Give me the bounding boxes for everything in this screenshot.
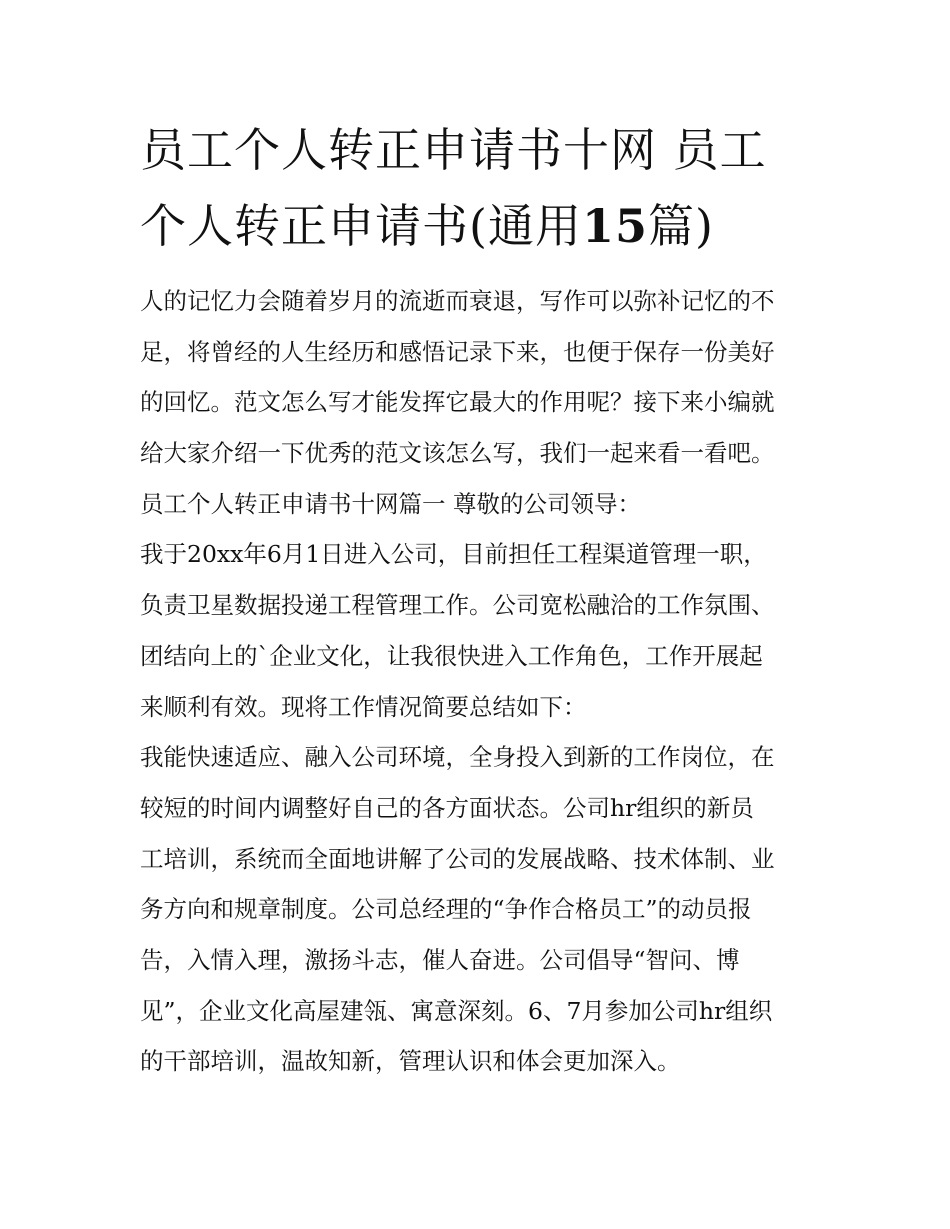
title-line-2: 个人转正申请书(通用15篇) — [140, 199, 714, 253]
body-line: 我于20xx年6月1日进入公司，目前担任工程渠道管理一职， — [140, 540, 767, 569]
body-line: 务方向和规章制度。公司总经理的“争作合格员工”的动员报 — [140, 895, 752, 924]
body-line: 给大家介绍一下优秀的范文该怎么写，我们一起来看一看吧。 — [140, 439, 775, 468]
body-line: 告，入情入理，激扬斗志，催人奋进。公司倡导“智问、博 — [140, 945, 740, 974]
document-title — [140, 112, 820, 264]
body-line: 负责卫星数据投递工程管理工作。公司宽松融洽的工作氛围、 — [140, 591, 775, 620]
body-line: 来顺利有效。现将工作情况简要总结如下： — [140, 692, 587, 721]
body-line: 工培训，系统而全面地讲解了公司的发展战略、技术体制、业 — [140, 844, 775, 873]
title-line-1: 员工个人转正申请书十网 员工 — [140, 123, 767, 177]
title-number-bold: 15 — [581, 199, 648, 253]
body-line: 见”，企业文化高屋建瓴、寓意深刻。6、7月参加公司hr组织 — [140, 996, 773, 1025]
body-line: 较短的时间内调整好自己的各方面状态。公司hr组织的新员 — [140, 793, 754, 822]
document-body — [140, 276, 820, 1087]
body-line: 的干部培训，温故知新，管理认识和体会更加深入。 — [140, 1047, 681, 1076]
body-line: 足，将曾经的人生经历和感悟记录下来，也便于保存一份美好 — [140, 337, 775, 366]
body-line: 人的记忆力会随着岁月的流逝而衰退，写作可以弥补记忆的不 — [140, 287, 775, 315]
body-line: 团结向上的`企业文化，让我很快进入工作角色，工作开展起 — [140, 641, 763, 670]
body-line: 我能快速适应、融入公司环境，全身投入到新的工作岗位，在 — [140, 743, 775, 772]
section-heading-line: 员工个人转正申请书十网篇一 尊敬的公司领导： — [140, 489, 641, 518]
body-line: 的回忆。范文怎么写才能发挥它最大的作用呢？接下来小编就 — [140, 388, 775, 417]
